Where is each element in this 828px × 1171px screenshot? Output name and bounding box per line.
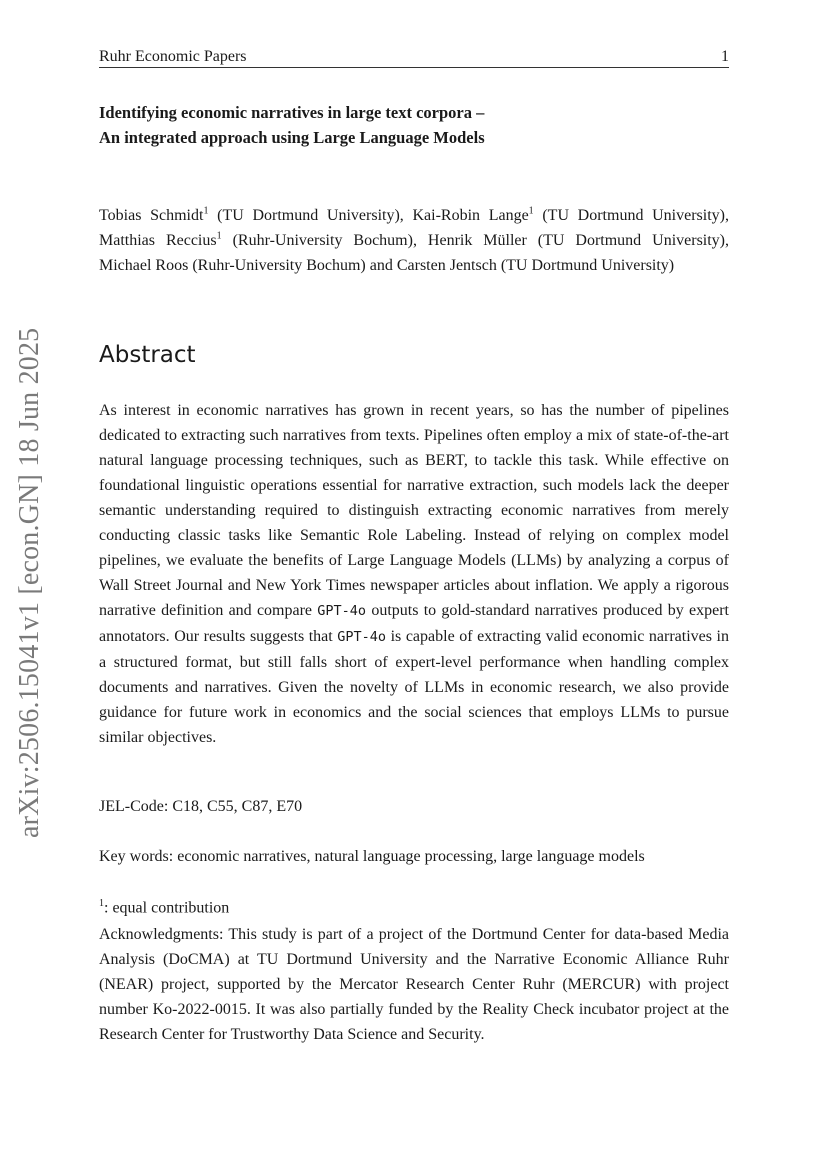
page-number: 1: [721, 48, 729, 65]
abstract-body: [99, 398, 729, 750]
arxiv-identifier-stamp: arXiv:2506.15041v1 [econ.GN] 18 Jun 2025: [14, 327, 45, 838]
footnote: [99, 898, 229, 917]
keywords: Key words: economic narratives, natural language processing, large language models: [99, 848, 645, 865]
paper-title: [99, 100, 729, 150]
author-footnote-marker: 1: [528, 205, 534, 217]
title-line-2: An integrated approach using Large Language Models: [99, 128, 485, 147]
running-header: [99, 47, 729, 68]
model-name: GPT-4o: [317, 603, 367, 619]
abstract-heading: Abstract: [99, 342, 196, 368]
abstract-text: outputs to gold-standard narratives produced by expert annotators. Our results suggests that: [99, 602, 729, 645]
author-affiliation: (TU Dortmund University),: [533, 207, 730, 224]
author-list: [99, 203, 729, 278]
acknowledgments: Acknowledgments: This study is part of a project of the Dortmund Center for data-based Media Analysis (DoCMA) at TU Dortmund University and the Narrative Economic Alliance Ruhr (NEAR) project, supported by the Mercator Research Center Ruhr (MERCUR) with project number Ko-2022-0015. It was also partially funded by the Reality Check incubator project at the Research Center for Trustworthy Data Science and Security.: [99, 926, 729, 1043]
jel-codes: JEL-Code: C18, C55, C87, E70: [99, 798, 303, 815]
author-name: Kai-Robin Lange: [412, 207, 529, 224]
title-line-1: Identifying economic narratives in large text corpora –: [99, 103, 485, 122]
author-footnote-marker: 1: [203, 205, 209, 217]
footnote-text: : equal contribution: [104, 899, 230, 917]
author-footnote-marker: 1: [216, 230, 222, 242]
author-affiliation: (TU Dortmund University),: [208, 207, 413, 224]
journal-name: Ruhr Economic Papers: [99, 48, 247, 65]
abstract-text: As interest in economic narratives has grown in recent years, so has the number of pipelines dedicated to extracting such narratives from texts. Pipelines often employ a mix of state-of-the-art natural language processing techniques, such as BERT, to tackle this task. While effective on foundational linguistic operations essential for narrative extraction, such models lack the deeper semantic understanding required to distinguish extracting economic narratives from merely conducting classic tasks like Semantic Role Labeling. Instead of relying on complex model pipelines, we evaluate the benefits of Large Language Models (LLMs) by analyzing a corpus of Wall Street Journal and New York Times newspaper articles about inflation. We apply a rigorous narrative definition and compare: [99, 402, 729, 619]
model-name: GPT-4o: [337, 629, 387, 645]
author-list-rest: Henrik Müller (TU Dortmund University), Michael Roos (Ruhr-University Bochum) and Carsten Jentsch (TU Dortmund University): [99, 232, 730, 274]
author-name: Matthias Reccius: [99, 232, 217, 249]
author-name: Tobias Schmidt: [99, 207, 204, 224]
footnote-marker: 1: [99, 898, 104, 909]
abstract-text: is capable of extracting valid economic narratives in a structured format, but still falls short of expert-level performance when handling complex documents and narratives. Given the novelty of LLMs in economic research, we also provide guidance for future work in economics and the social sciences that employs LLMs to pursue similar objectives.: [99, 628, 729, 746]
author-affiliation: (Ruhr-University Bochum),: [221, 232, 428, 249]
